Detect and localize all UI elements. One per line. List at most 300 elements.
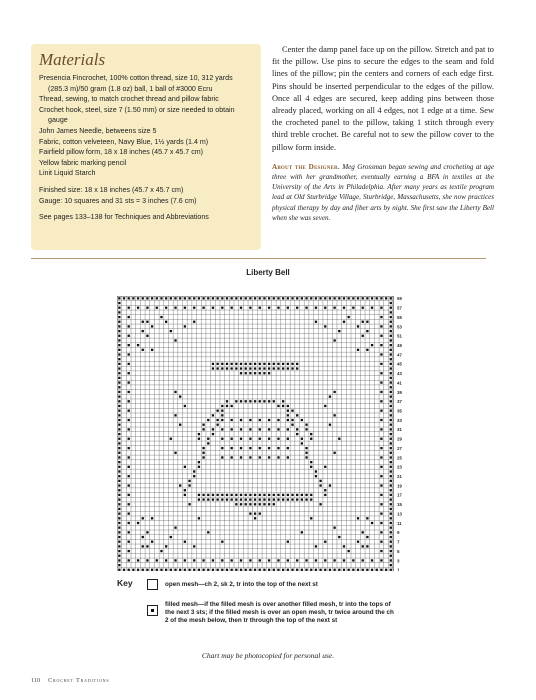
filled-mesh-0-51 [118, 536, 120, 538]
row-label-7: 7 [397, 539, 400, 545]
filled-mesh-32-28 [268, 428, 270, 430]
filled-mesh-15-40 [188, 484, 190, 486]
filled-mesh-22-52 [221, 541, 223, 543]
filled-mesh-10-5 [165, 321, 167, 323]
filled-mesh-14-6 [184, 325, 186, 327]
filled-mesh-34-28 [277, 428, 279, 430]
filled-mesh-0-57 [118, 564, 120, 566]
filled-mesh-17-36 [198, 466, 200, 468]
filled-mesh-58-31 [390, 442, 392, 444]
filled-mesh-14-42 [184, 494, 186, 496]
filled-mesh-53-11 [366, 349, 368, 351]
filled-mesh-17-29 [198, 433, 200, 435]
filled-mesh-0-1 [118, 302, 120, 304]
filled-mesh-0-27 [118, 424, 120, 426]
filled-mesh-58-58 [390, 569, 392, 571]
filled-mesh-15-44 [188, 503, 190, 505]
filled-mesh-50-0 [352, 297, 354, 299]
filled-mesh-12-2 [174, 307, 176, 309]
filled-mesh-17-58 [198, 569, 200, 571]
filled-mesh-text-1: filled mesh—if the filled mesh is over another filled mesh, tr into the tops of [165, 601, 391, 608]
row-label-35: 35 [397, 408, 402, 414]
filled-mesh-35-0 [282, 297, 284, 299]
filled-mesh-45-58 [329, 569, 331, 571]
filled-mesh-36-14 [287, 363, 289, 365]
filled-mesh-57-58 [385, 569, 387, 571]
filled-mesh-35-23 [282, 405, 284, 407]
filled-mesh-9-0 [160, 297, 162, 299]
filled-mesh-58-51 [390, 536, 392, 538]
filled-mesh-2-0 [128, 297, 130, 299]
filled-mesh-44-2 [324, 307, 326, 309]
filled-mesh-0-11 [118, 349, 120, 351]
filled-mesh-58-55 [390, 555, 392, 557]
row-label-31: 31 [397, 427, 402, 433]
filled-mesh-37-27 [291, 424, 293, 426]
filled-mesh-18-27 [202, 424, 204, 426]
filled-mesh-54-58 [371, 569, 373, 571]
filled-mesh-2-30 [128, 438, 130, 440]
filled-mesh-21-26 [216, 419, 218, 421]
filled-mesh-21-14 [216, 363, 218, 365]
filled-mesh-32-2 [268, 307, 270, 309]
book-title: Crochet Traditions [48, 677, 110, 684]
filled-mesh-34-56 [277, 559, 279, 561]
filled-mesh-0-26 [118, 419, 120, 421]
filled-mesh-52-8 [362, 335, 364, 337]
filled-mesh-16-37 [193, 470, 195, 472]
filled-mesh-text-3: 2 of the mesh below, then tr through the top of the next st [165, 617, 338, 624]
filled-mesh-16-5 [193, 321, 195, 323]
filled-mesh-38-43 [296, 498, 298, 500]
filled-mesh-0-31 [118, 442, 120, 444]
filled-mesh-4-58 [137, 569, 139, 571]
filled-mesh-39-43 [301, 498, 303, 500]
filled-mesh-27-43 [245, 498, 247, 500]
filled-mesh-32-32 [268, 447, 270, 449]
filled-mesh-38-25 [296, 414, 298, 416]
filled-mesh-34-58 [277, 569, 279, 571]
finished-size: Finished size: 18 x 18 inches (45.7 x 45.7 cm) [39, 185, 184, 194]
material-hook: Crochet hook, steel, size 7 (1.50 mm) or size needed to obtain [39, 105, 235, 114]
filled-mesh-58-28 [390, 428, 392, 430]
filled-mesh-26-2 [240, 307, 242, 309]
filled-mesh-58-37 [390, 470, 392, 472]
filled-mesh-56-42 [380, 494, 382, 496]
filled-mesh-12-33 [174, 452, 176, 454]
filet-chart [117, 296, 427, 571]
filled-mesh-12-25 [174, 414, 176, 416]
filled-mesh-58-45 [390, 508, 392, 510]
filled-mesh-0-40 [118, 484, 120, 486]
filled-mesh-11-51 [170, 536, 172, 538]
filled-mesh-32-15 [268, 367, 270, 369]
filled-mesh-33-58 [273, 569, 275, 571]
filled-mesh-31-43 [263, 498, 265, 500]
filled-mesh-58-53 [390, 545, 392, 547]
filled-mesh-44-41 [324, 489, 326, 491]
filled-mesh-text-2: the next 3 sts; if the filled mesh is over an open mesh, tr twice around the ch [165, 609, 394, 616]
filled-mesh-0-36 [118, 466, 120, 468]
filled-mesh-4-48 [137, 522, 139, 524]
filled-mesh-30-0 [259, 297, 261, 299]
filled-mesh-26-0 [240, 297, 242, 299]
filled-mesh-16-53 [193, 545, 195, 547]
row-label-39: 39 [397, 389, 402, 395]
filled-mesh-47-30 [338, 438, 340, 440]
filled-mesh-36-43 [287, 498, 289, 500]
filled-mesh-0-5 [118, 321, 120, 323]
filled-mesh-46-33 [333, 452, 335, 454]
filled-mesh-26-22 [240, 400, 242, 402]
filled-mesh-40-2 [305, 307, 307, 309]
filled-mesh-42-37 [315, 470, 317, 472]
filled-mesh-17-43 [198, 498, 200, 500]
filled-mesh-35-43 [282, 498, 284, 500]
filled-mesh-32-26 [268, 419, 270, 421]
filled-mesh-38-2 [296, 307, 298, 309]
filled-mesh-56-52 [380, 541, 382, 543]
filled-mesh-0-9 [118, 339, 120, 341]
filled-mesh-30-26 [259, 419, 261, 421]
filled-mesh-56-0 [380, 297, 382, 299]
filled-mesh-28-44 [249, 503, 251, 505]
filled-mesh-46-25 [333, 414, 335, 416]
filled-mesh-19-42 [207, 494, 209, 496]
filled-mesh-24-56 [231, 559, 233, 561]
materials-heading: Materials [39, 50, 106, 69]
filled-mesh-34-43 [277, 498, 279, 500]
filled-mesh-28-16 [249, 372, 251, 374]
filled-mesh-22-58 [221, 569, 223, 571]
filled-mesh-41-35 [310, 461, 312, 463]
filled-mesh-20-2 [212, 307, 214, 309]
filled-mesh-32-34 [268, 456, 270, 458]
filled-mesh-44-56 [324, 559, 326, 561]
filled-mesh-23-42 [226, 494, 228, 496]
filled-mesh-0-6 [118, 325, 120, 327]
filled-mesh-29-14 [254, 363, 256, 365]
filled-mesh-58-42 [390, 494, 392, 496]
filled-mesh-2-36 [128, 466, 130, 468]
filled-mesh-14-58 [184, 569, 186, 571]
filled-mesh-42-38 [315, 475, 317, 477]
filled-mesh-8-0 [156, 297, 158, 299]
row-label-15: 15 [397, 502, 402, 508]
filled-mesh-56-48 [380, 522, 382, 524]
filled-mesh-17-42 [198, 494, 200, 496]
filled-mesh-22-0 [221, 297, 223, 299]
filled-mesh-38-56 [296, 559, 298, 561]
filled-mesh-46-9 [333, 339, 335, 341]
filled-mesh-5-53 [142, 545, 144, 547]
filled-mesh-22-34 [221, 456, 223, 458]
filled-mesh-34-30 [277, 438, 279, 440]
filled-mesh-52-0 [362, 297, 364, 299]
filled-mesh-58-12 [390, 353, 392, 355]
filled-mesh-58-56 [390, 559, 392, 561]
filled-mesh-43-44 [319, 503, 321, 505]
filled-mesh-45-0 [329, 297, 331, 299]
filled-mesh-9-58 [160, 569, 162, 571]
filled-mesh-52-58 [362, 569, 364, 571]
filled-mesh-19-30 [207, 438, 209, 440]
filled-mesh-48-53 [343, 545, 345, 547]
filled-mesh-4-0 [137, 297, 139, 299]
instructions-text: Center the damp panel face up on the pillow. Stretch and pat to fit the pillow. Use pins to secure the edges to the seam and fold lines of the pillow; pin the centers and corners of each edge first. Pins should be inserted perpendicular to the edges of the pillow. Once all 4 edges are secured, keep adding pins between those already placed, working on all 4 edges, not 1 edge at a time. Sew the crocheted panel to the pillow, taking 1 stitch through every third treble crochet. Be careful not to sew the pillow cover to the pillow form inside. [272, 45, 494, 152]
filled-mesh-23-15 [226, 367, 228, 369]
row-label-49: 49 [397, 342, 402, 348]
filled-mesh-22-15 [221, 367, 223, 369]
filled-mesh-8-2 [156, 307, 158, 309]
row-label-41: 41 [397, 380, 402, 386]
filled-mesh-51-0 [357, 297, 359, 299]
filled-mesh-48-58 [343, 569, 345, 571]
filled-mesh-4-10 [137, 344, 139, 346]
filled-mesh-28-42 [249, 494, 251, 496]
filled-mesh-56-2 [380, 307, 382, 309]
filled-mesh-13-58 [179, 569, 181, 571]
filled-mesh-14-2 [184, 307, 186, 309]
designer-text: Meg Grossman began sewing and crocheting at age three with her grandmother, eventually earning a BFA in textiles at the University of the Arts in Philadelphia. After many years as textile program lead at Old Sturbridge Village, Sturbridge, Massachusetts, she now practices physical therapy by day and fiber arts by night. She first saw the Liberty Bell when she was seven. [272, 162, 494, 222]
filled-mesh-37-43 [291, 498, 293, 500]
filled-mesh-56-4 [380, 316, 382, 318]
filled-mesh-58-43 [390, 498, 392, 500]
filled-mesh-31-16 [263, 372, 265, 374]
filled-mesh-0-10 [118, 344, 120, 346]
filled-mesh-5-7 [142, 330, 144, 332]
filled-mesh-17-35 [198, 461, 200, 463]
row-label-3: 3 [397, 558, 400, 564]
filled-mesh-9-4 [160, 316, 162, 318]
filled-mesh-10-0 [165, 297, 167, 299]
filled-mesh-13-40 [179, 484, 181, 486]
filled-mesh-22-56 [221, 559, 223, 561]
filled-mesh-19-43 [207, 498, 209, 500]
filled-mesh-42-5 [315, 321, 317, 323]
filled-mesh-5-58 [142, 569, 144, 571]
filled-mesh-26-14 [240, 363, 242, 365]
filled-mesh-2-4 [128, 316, 130, 318]
filled-mesh-54-0 [371, 297, 373, 299]
filled-mesh-0-45 [118, 508, 120, 510]
filled-mesh-27-0 [245, 297, 247, 299]
filled-mesh-17-30 [198, 438, 200, 440]
filled-mesh-36-52 [287, 541, 289, 543]
filled-mesh-43-40 [319, 484, 321, 486]
filled-mesh-24-34 [231, 456, 233, 458]
filled-mesh-15-0 [188, 297, 190, 299]
material-fabric: Fabric, cotton velveteen, Navy Blue, 1½ yards (1.4 m) [39, 137, 209, 146]
filled-mesh-54-10 [371, 344, 373, 346]
filled-mesh-0-2 [118, 307, 120, 309]
filled-mesh-28-14 [249, 363, 251, 365]
filled-mesh-16-56 [193, 559, 195, 561]
filled-mesh-34-2 [277, 307, 279, 309]
filled-mesh-11-30 [170, 438, 172, 440]
filled-mesh-36-58 [287, 569, 289, 571]
filled-mesh-54-56 [371, 559, 373, 561]
filled-mesh-57-0 [385, 297, 387, 299]
filled-mesh-40-43 [305, 498, 307, 500]
filled-mesh-22-28 [221, 428, 223, 430]
filled-mesh-56-12 [380, 353, 382, 355]
filled-mesh-40-33 [305, 452, 307, 454]
instructions-column [272, 44, 494, 223]
filled-mesh-41-29 [310, 433, 312, 435]
filled-mesh-7-52 [151, 541, 153, 543]
filled-mesh-0-14 [118, 363, 120, 365]
filled-mesh-58-47 [390, 517, 392, 519]
filled-mesh-56-28 [380, 428, 382, 430]
filled-mesh-30-2 [259, 307, 261, 309]
filled-mesh-58-19 [390, 386, 392, 388]
filled-mesh-0-20 [118, 391, 120, 393]
material-pillow: Fairfield pillow form, 18 x 18 inches (45.7 x 45.7 cm) [39, 148, 204, 157]
filled-mesh-31-58 [263, 569, 265, 571]
filled-mesh-11-7 [170, 330, 172, 332]
filled-mesh-1-0 [123, 297, 125, 299]
filled-mesh-58-27 [390, 424, 392, 426]
filled-mesh-36-56 [287, 559, 289, 561]
filled-mesh-0-47 [118, 517, 120, 519]
filled-mesh-28-58 [249, 569, 251, 571]
filled-mesh-0-38 [118, 475, 120, 477]
filled-mesh-24-42 [231, 494, 233, 496]
filled-mesh-28-28 [249, 428, 251, 430]
row-label-21: 21 [397, 474, 402, 480]
filled-mesh-19-58 [207, 569, 209, 571]
material-sewing: Thread, sewing, to match crochet thread and pillow fabric [39, 95, 219, 104]
filled-mesh-0-19 [118, 386, 120, 388]
filled-mesh-25-15 [235, 367, 237, 369]
filled-mesh-25-44 [235, 503, 237, 505]
filled-mesh-21-58 [216, 569, 218, 571]
filled-mesh-40-0 [305, 297, 307, 299]
filled-mesh-37-26 [291, 419, 293, 421]
filled-mesh-46-58 [333, 569, 335, 571]
open-mesh-text: open mesh—ch 2, sk 2, tr into the top of the next st [165, 581, 318, 588]
filled-mesh-33-14 [273, 363, 275, 365]
filled-mesh-34-0 [277, 297, 279, 299]
filled-mesh-20-28 [212, 428, 214, 430]
filled-mesh-53-47 [366, 517, 368, 519]
filled-mesh-58-21 [390, 395, 392, 397]
filled-mesh-2-12 [128, 353, 130, 355]
filled-mesh-26-44 [240, 503, 242, 505]
chart-border [117, 296, 393, 571]
filled-mesh-56-58 [380, 569, 382, 571]
filled-mesh-11-58 [170, 569, 172, 571]
filled-mesh-40-34 [305, 456, 307, 458]
filled-mesh-41-58 [310, 569, 312, 571]
filled-mesh-32-0 [268, 297, 270, 299]
filled-mesh-7-11 [151, 349, 153, 351]
filled-mesh-43-39 [319, 480, 321, 482]
filled-mesh-25-22 [235, 400, 237, 402]
filled-mesh-28-46 [249, 512, 251, 514]
filled-mesh-33-0 [273, 297, 275, 299]
filled-mesh-36-28 [287, 428, 289, 430]
row-label-1: 1 [397, 567, 400, 571]
filled-mesh-39-0 [301, 297, 303, 299]
filled-mesh-44-36 [324, 466, 326, 468]
filled-mesh-3-58 [132, 569, 134, 571]
see-pages: See pages 133–138 for Techniques and Abbreviations [39, 213, 209, 222]
filled-mesh-29-42 [254, 494, 256, 496]
filled-mesh-32-30 [268, 438, 270, 440]
filled-mesh-52-5 [362, 321, 364, 323]
filled-mesh-34-14 [277, 363, 279, 365]
filled-mesh-36-25 [287, 414, 289, 416]
filled-mesh-20-14 [212, 363, 214, 365]
filled-mesh-58-35 [390, 461, 392, 463]
filled-mesh-0-34 [118, 456, 120, 458]
filled-mesh-31-44 [263, 503, 265, 505]
filled-mesh-58-32 [390, 447, 392, 449]
filled-mesh-47-51 [338, 536, 340, 538]
filled-mesh-18-32 [202, 447, 204, 449]
page-footer [31, 677, 109, 684]
filled-mesh-22-26 [221, 419, 223, 421]
filled-mesh-58-4 [390, 316, 392, 318]
filled-mesh-36-30 [287, 438, 289, 440]
filled-mesh-9-54 [160, 550, 162, 552]
filled-mesh-27-42 [245, 494, 247, 496]
filled-mesh-38-28 [296, 428, 298, 430]
filled-mesh-31-14 [263, 363, 265, 365]
filled-mesh-4-56 [137, 559, 139, 561]
filled-mesh-52-2 [362, 307, 364, 309]
filled-mesh-19-31 [207, 442, 209, 444]
filled-mesh-52-50 [362, 531, 364, 533]
filled-mesh-54-2 [371, 307, 373, 309]
filled-mesh-24-58 [231, 569, 233, 571]
filled-mesh-32-56 [268, 559, 270, 561]
filled-mesh-0-7 [118, 330, 120, 332]
filled-mesh-40-32 [305, 447, 307, 449]
filled-mesh-30-56 [259, 559, 261, 561]
filled-mesh-16-0 [193, 297, 195, 299]
row-label-17: 17 [397, 492, 402, 498]
row-label-27: 27 [397, 445, 402, 451]
filled-mesh-30-58 [259, 569, 261, 571]
filled-mesh-58-30 [390, 438, 392, 440]
filled-mesh-58-17 [390, 377, 392, 379]
filled-mesh-45-21 [329, 395, 331, 397]
row-label-23: 23 [397, 464, 402, 470]
row-label-47: 47 [397, 352, 402, 358]
filled-mesh-10-2 [165, 307, 167, 309]
filled-mesh-58-20 [390, 391, 392, 393]
filled-mesh-0-50 [118, 531, 120, 533]
filled-mesh-58-1 [390, 302, 392, 304]
filled-mesh-30-46 [259, 512, 261, 514]
filled-mesh-18-56 [202, 559, 204, 561]
filled-mesh-41-42 [310, 494, 312, 496]
filled-mesh-25-0 [235, 297, 237, 299]
filled-mesh-32-42 [268, 494, 270, 496]
filled-mesh-0-33 [118, 452, 120, 454]
filled-mesh-58-8 [390, 335, 392, 337]
filled-mesh-34-34 [277, 456, 279, 458]
filled-mesh-58-2 [390, 307, 392, 309]
materials-box [31, 44, 261, 250]
filled-mesh-47-0 [338, 297, 340, 299]
filled-mesh-2-20 [128, 391, 130, 393]
filled-mesh-18-0 [202, 297, 204, 299]
filled-mesh-40-56 [305, 559, 307, 561]
